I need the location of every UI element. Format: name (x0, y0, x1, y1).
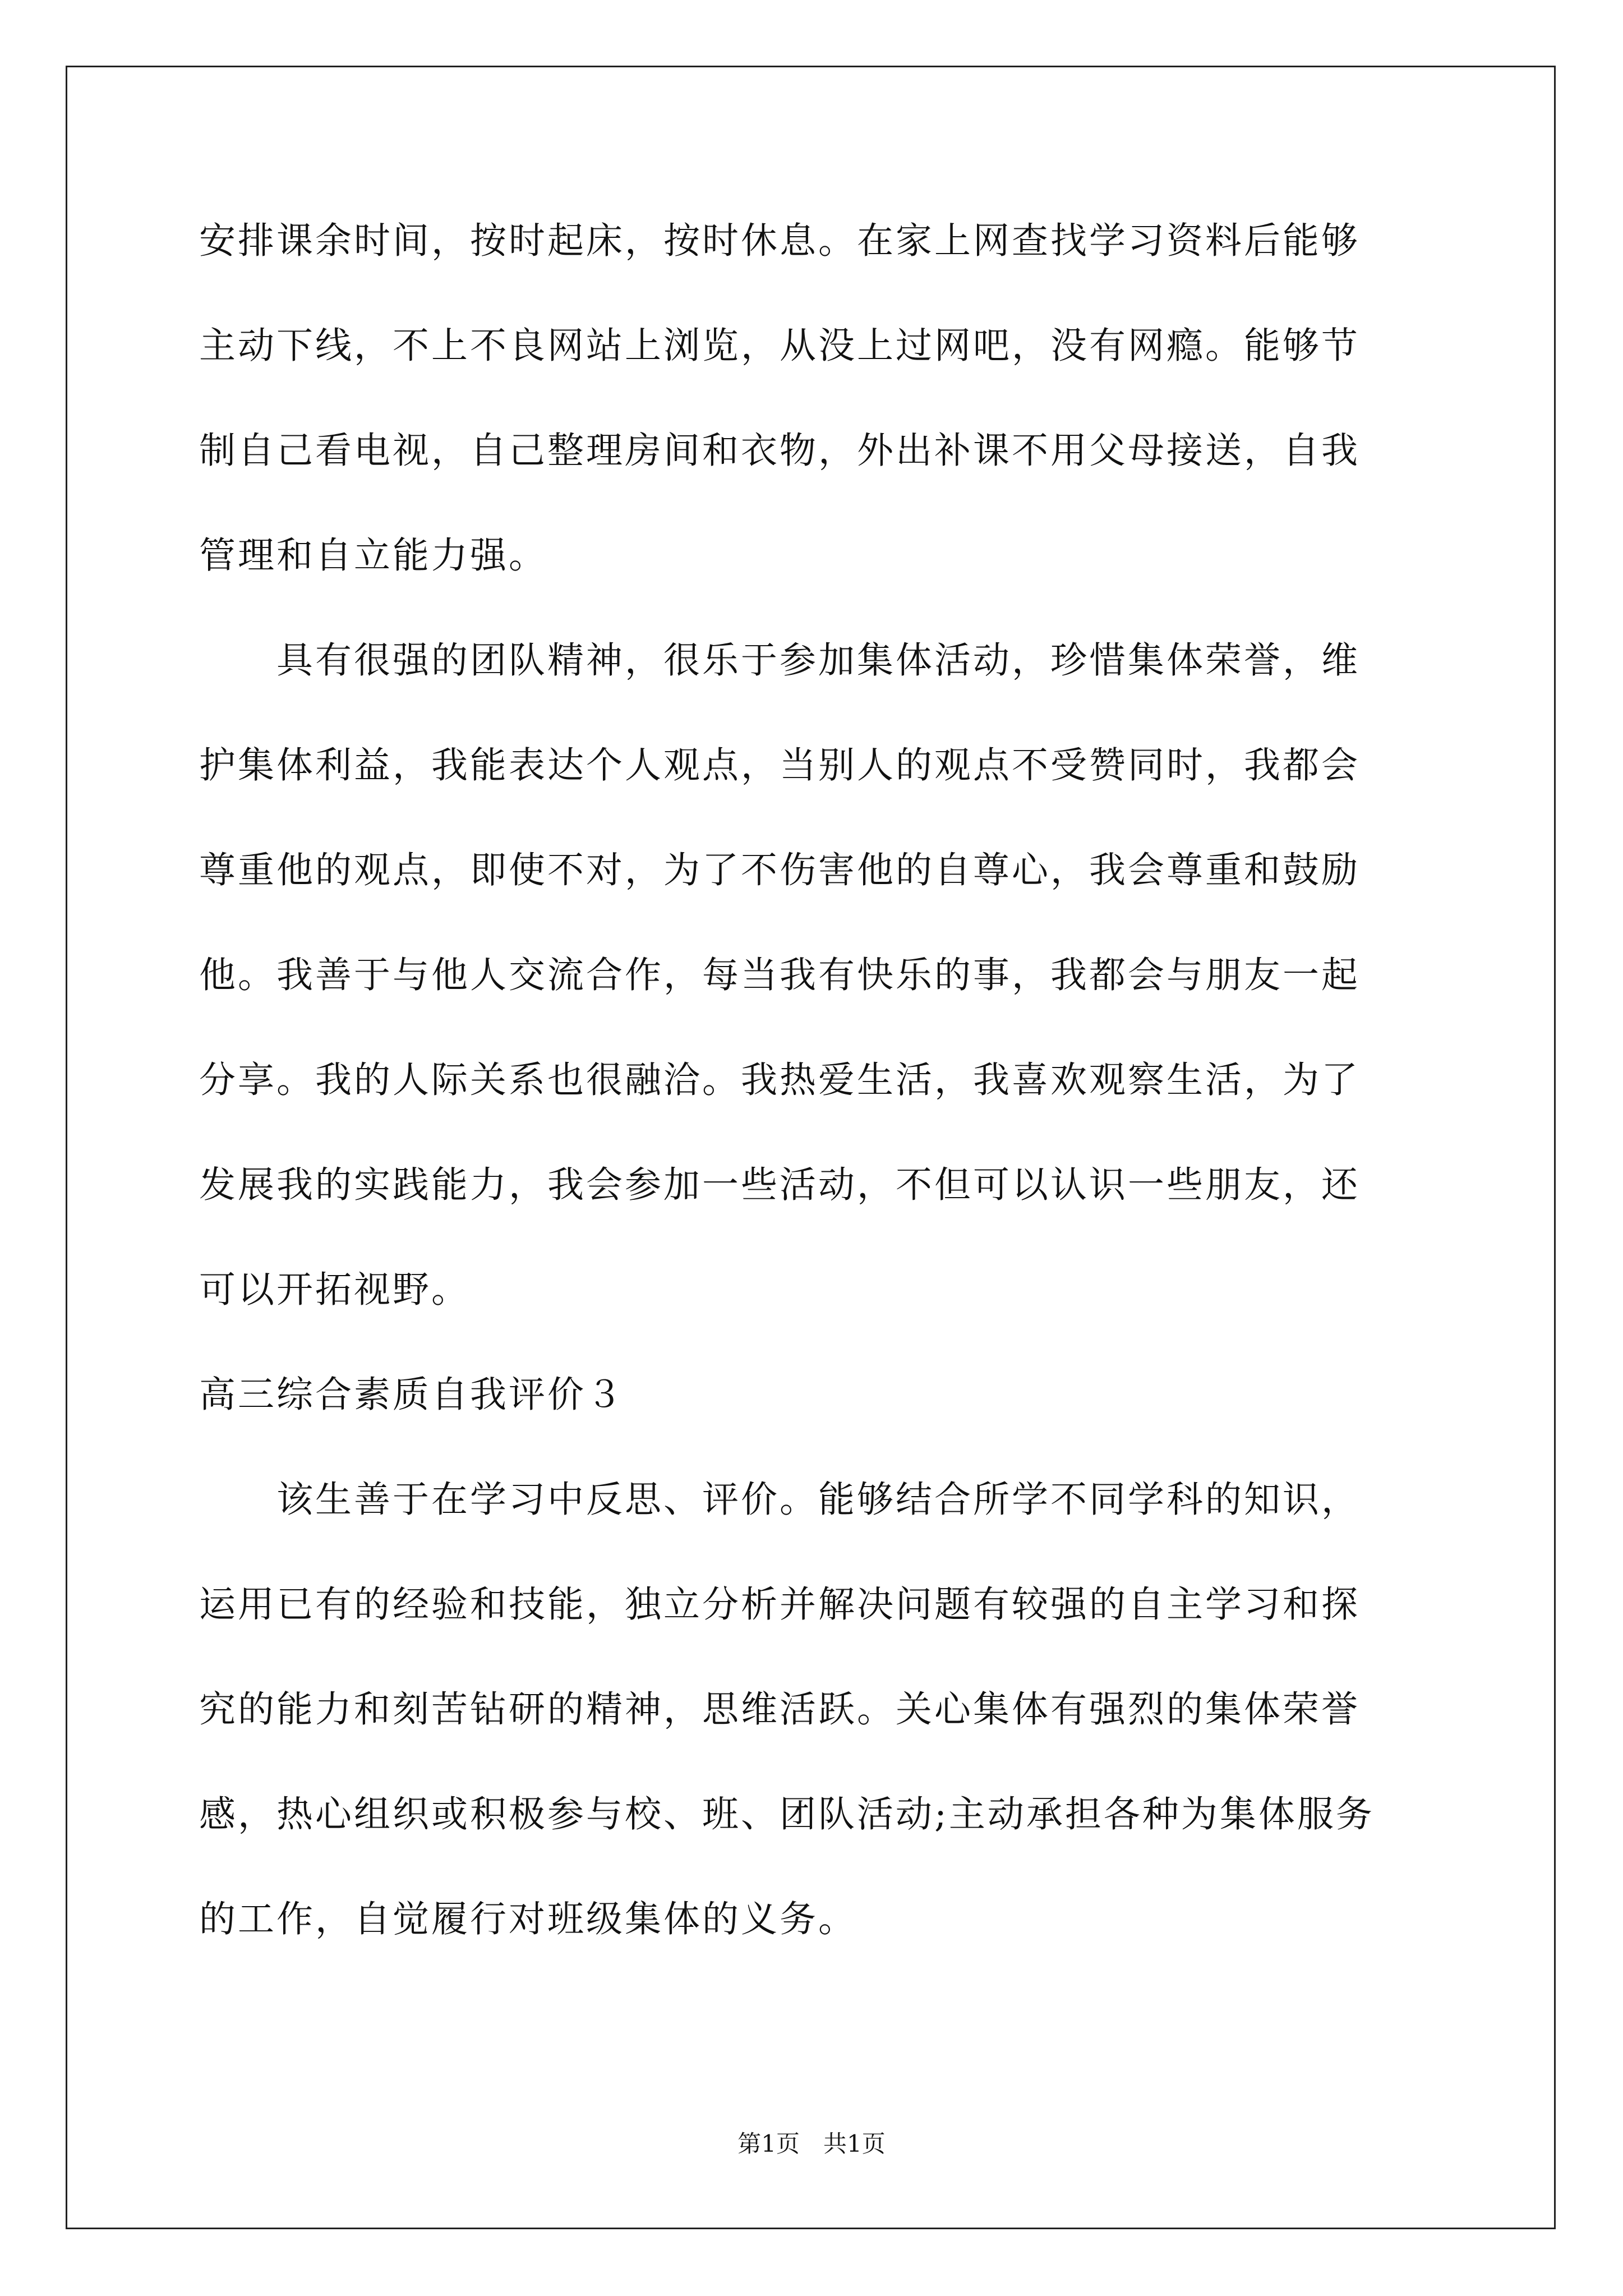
section-heading: 高三综合素质自我评价３ (199, 1374, 625, 1416)
text-line: 安排课余时间，按时起床，按时休息。在家上网查找学习资料后能够 (199, 220, 1361, 262)
text-line: 可以开拓视野。 (199, 1269, 471, 1311)
text-line: 管理和自立能力强。 (199, 535, 548, 577)
text-line: 运用已有的经验和技能，独立分析并解决问题有较强的自主学习和探 (199, 1584, 1361, 1626)
paragraph-start-line: 具有很强的团队精神，很乐于参加集体活动，珍惜集体荣誉，维 (199, 639, 1361, 682)
text-line: 究的能力和刻苦钻研的精神，思维活跃。关心集体有强烈的集体荣誉 (199, 1688, 1361, 1731)
page-footer: 第1页 共1页 (737, 2130, 886, 2157)
text-line: 感，热心组织或积极参与校、班、团队活动;主动承担各种为集体服务 (199, 1793, 1375, 1835)
text-line: 他。我善于与他人交流合作，每当我有快乐的事，我都会与朋友一起 (199, 954, 1361, 996)
text-line: 护集体利益，我能表达个人观点，当别人的观点不受赞同时，我都会 (199, 744, 1361, 786)
text-line: 分享。我的人际关系也很融洽。我热爱生活，我喜欢观察生活，为了 (199, 1059, 1361, 1101)
text-line: 的工作，自觉履行对班级集体的义务。 (199, 1898, 857, 1940)
text-line: 主动下线，不上不良网站上浏览，从没上过网吧，没有网瘾。能够节 (199, 325, 1361, 367)
text-line: 发展我的实践能力，我会参加一些活动，不但可以认识一些朋友，还 (199, 1164, 1361, 1206)
paragraph-start-line: 该生善于在学习中反思、评价。能够结合所学不同学科的知识， (199, 1479, 1361, 1521)
text-line: 制自己看电视，自己整理房间和衣物，外出补课不用父母接送，自我 (199, 430, 1361, 472)
text-line: 尊重他的观点，即使不对，为了不伤害他的自尊心，我会尊重和鼓励 (199, 849, 1361, 891)
